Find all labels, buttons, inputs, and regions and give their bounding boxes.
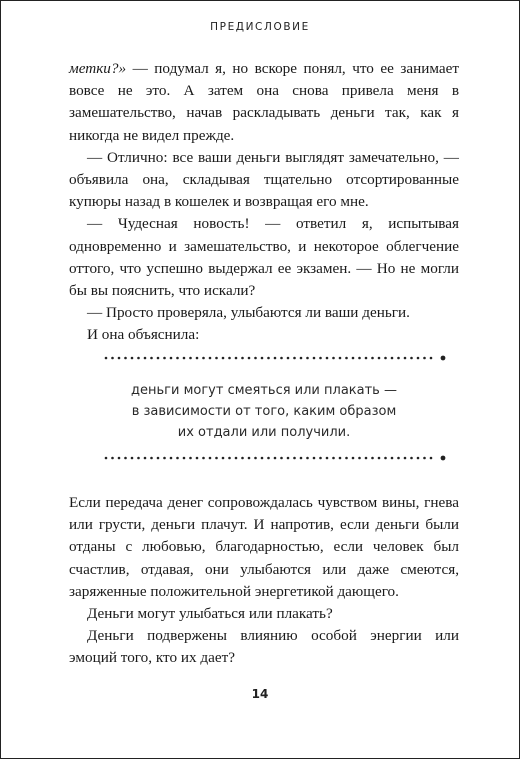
divider-dot: [267, 357, 270, 360]
divider-dot: [280, 357, 283, 360]
divider-dot: [241, 457, 244, 460]
divider-dot: [313, 357, 316, 360]
divider-dot: [384, 357, 387, 360]
divider-dot: [118, 457, 121, 460]
divider-dot: [196, 457, 199, 460]
page-number: 14: [251, 687, 269, 701]
divider-dot: [430, 357, 433, 360]
divider-dot: [235, 457, 238, 460]
divider-dot: [358, 357, 361, 360]
divider-dot: [410, 457, 413, 460]
divider-dot: [280, 457, 283, 460]
divider-dot: [176, 457, 179, 460]
divider-dot: [391, 357, 394, 360]
divider-dot: [254, 357, 257, 360]
divider-dot: [144, 457, 147, 460]
divider-dot: [319, 357, 322, 360]
divider-dot: [345, 457, 348, 460]
divider-dot: [378, 457, 381, 460]
divider-dot: [391, 457, 394, 460]
divider-dot: [306, 457, 309, 460]
divider-dot: [209, 357, 212, 360]
divider-dot: [287, 457, 290, 460]
divider-dot: [423, 457, 426, 460]
paragraph-dialogue-1: — Отлично: все ваши деньги выглядят замечательно, — объявила она, складывая тщательно отсортированные купюры назад в кошелек и возвращая его мне.: [69, 148, 459, 211]
divider-dot: [293, 357, 296, 360]
pull-quote: [69, 380, 459, 443]
divider-dot: [183, 457, 186, 460]
divider-dot: [124, 357, 127, 360]
divider-dot: [176, 357, 179, 360]
divider-dot: [196, 357, 199, 360]
divider-dot: [423, 357, 426, 360]
divider-dot: [397, 457, 400, 460]
dotted-divider-top: [104, 354, 446, 362]
divider-dot: [267, 457, 270, 460]
divider-dot: [371, 457, 374, 460]
divider-dot: [254, 457, 257, 460]
dotted-divider-bottom: [104, 454, 446, 462]
divider-dot: [404, 457, 407, 460]
divider-dot: [105, 457, 108, 460]
divider-dot: [319, 457, 322, 460]
divider-dot: [417, 457, 420, 460]
divider-dot: [365, 457, 368, 460]
divider-dot: [293, 457, 296, 460]
divider-dot: [157, 357, 160, 360]
divider-dot: [410, 357, 413, 360]
divider-dot: [157, 457, 160, 460]
divider-dot: [118, 357, 121, 360]
divider-dot: [137, 457, 140, 460]
divider-dot: [131, 357, 134, 360]
paragraph-question-2: Деньги подвержены влиянию особой энергии или эмоций того, кто их дает?: [69, 627, 459, 667]
divider-dot: [313, 457, 316, 460]
divider-dot: [274, 457, 277, 460]
divider-dot: [131, 457, 134, 460]
divider-dot: [287, 357, 290, 360]
divider-dot: [339, 357, 342, 360]
divider-dot: [332, 357, 335, 360]
divider-dot: [202, 457, 205, 460]
divider-dot: [163, 357, 166, 360]
divider-dot: [163, 457, 166, 460]
divider-dot: [248, 457, 251, 460]
divider-dot: [384, 457, 387, 460]
divider-dot: [150, 357, 153, 360]
divider-dot: [222, 457, 225, 460]
divider-dot: [300, 357, 303, 360]
divider-dot: [300, 457, 303, 460]
divider-dot: [248, 357, 251, 360]
bottom-text-block: [69, 492, 459, 670]
divider-dot: [215, 457, 218, 460]
divider-dot: [228, 357, 231, 360]
divider-dot: [378, 357, 381, 360]
italic-fragment: метки?»: [69, 60, 127, 77]
divider-dot: [189, 457, 192, 460]
divider-dot: [417, 357, 420, 360]
divider-dot: [183, 357, 186, 360]
divider-dot: [209, 457, 212, 460]
divider-end-dot: [441, 356, 446, 361]
divider-dot: [150, 457, 153, 460]
divider-dot: [105, 357, 108, 360]
divider-dot: [222, 357, 225, 360]
top-text-block: [69, 58, 459, 347]
divider-dot: [111, 357, 114, 360]
divider-dot: [352, 457, 355, 460]
divider-dot: [111, 457, 114, 460]
divider-dot: [144, 357, 147, 360]
divider-dot: [430, 457, 433, 460]
divider-dot: [261, 357, 264, 360]
divider-dot: [215, 357, 218, 360]
divider-dot: [189, 357, 192, 360]
divider-dot: [397, 357, 400, 360]
divider-dot: [326, 357, 329, 360]
divider-dot: [339, 457, 342, 460]
divider-dot: [274, 357, 277, 360]
quote-line: деньги могут смеяться или плакать —: [131, 383, 397, 398]
divider-dot: [326, 457, 329, 460]
divider-dot: [352, 357, 355, 360]
divider-dot: [306, 357, 309, 360]
divider-dot: [332, 457, 335, 460]
paragraph-intro: И она объяснила:: [87, 326, 200, 344]
divider-dot: [202, 357, 205, 360]
divider-dot: [371, 357, 374, 360]
divider-dot: [170, 457, 173, 460]
paragraph-continuation: [69, 58, 459, 147]
paragraph-main: Если передача денег сопровождалась чувством вины, гнева или грусти, деньги плачут. И напротив, если деньги были отданы с любовью, благодарностью, если человек был счастлив, отдавая, они улыбаются или даже смеются, заряженные положительной энергетикой дающего.: [69, 494, 459, 600]
quote-line: их отдали или получили.: [177, 425, 351, 440]
divider-end-dot: [441, 456, 446, 461]
divider-dot: [365, 357, 368, 360]
divider-dot: [404, 357, 407, 360]
divider-dot: [124, 457, 127, 460]
divider-dot: [137, 357, 140, 360]
divider-dot: [345, 357, 348, 360]
divider-dot: [358, 457, 361, 460]
paragraph-dialogue-2: — Чудесная новость! — ответил я, испытывая одновременно и замешательство, и некоторое облегчение оттого, что успешно выдержал ее экзамен. — Но не могли бы вы пояснить, что искали?: [69, 215, 459, 300]
paragraph-dialogue-3: — Просто проверяла, улыбаются ли ваши деньги.: [87, 304, 410, 322]
quote-line: в зависимости от того, каким образом: [131, 404, 397, 419]
divider-dot: [261, 457, 264, 460]
running-title: ПРЕДИСЛОВИЕ: [210, 21, 310, 33]
divider-dot: [241, 357, 244, 360]
divider-dot: [228, 457, 231, 460]
divider-dot: [235, 357, 238, 360]
divider-dot: [170, 357, 173, 360]
paragraph-text: — подумал я, но вскоре понял, что ее занимает вовсе не это. А затем она снова привела меня в замешательство, начав раскладывать деньги так, как я никогда не видел прежде.: [69, 60, 459, 144]
paragraph-question-1: Деньги могут улыбаться или плакать?: [87, 605, 333, 623]
